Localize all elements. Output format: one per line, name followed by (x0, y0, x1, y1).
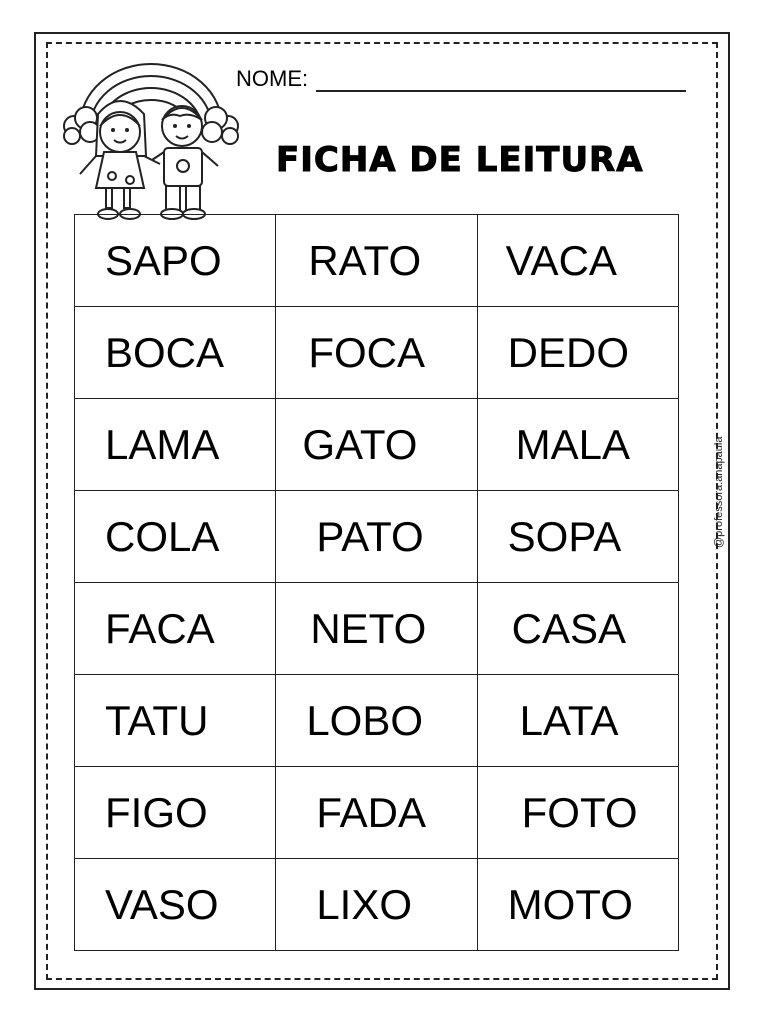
name-blank-line[interactable] (316, 70, 686, 92)
word: GATO (302, 420, 418, 468)
word: TATU (105, 696, 209, 744)
word: MOTO (507, 880, 633, 928)
kids-rainbow-illustration (60, 56, 242, 228)
word-cell (477, 583, 678, 675)
word-cell (75, 859, 276, 951)
word: FOCA (308, 328, 425, 376)
word: FOTO (521, 788, 638, 836)
word: MALA (515, 420, 631, 468)
word: SAPO (105, 236, 222, 284)
word: DEDO (507, 328, 630, 376)
word: VACA (505, 236, 617, 284)
name-label: NOME: (236, 66, 309, 91)
word-cell (477, 399, 678, 491)
word: FADA (316, 788, 427, 836)
word-cell (75, 215, 276, 307)
word-row (75, 675, 679, 767)
word-cell (276, 399, 477, 491)
word-cell (477, 491, 678, 583)
word: LOBO (306, 696, 424, 744)
word: BOCA (105, 328, 225, 376)
word-grid (74, 214, 679, 951)
word-row (75, 767, 679, 859)
word-row (75, 583, 679, 675)
word: LATA (519, 696, 619, 744)
author-watermark: @professora.anapaula (713, 436, 725, 548)
word: VASO (105, 880, 219, 928)
word: CASA (511, 604, 627, 652)
word: SOPA (507, 512, 622, 560)
word: FIGO (105, 788, 208, 836)
word: COLA (105, 512, 220, 560)
word-row (75, 307, 679, 399)
word-row (75, 491, 679, 583)
word: PATO (316, 512, 424, 560)
word-cell (276, 215, 477, 307)
name-field (236, 66, 686, 92)
word-cell (477, 767, 678, 859)
word-cell (276, 767, 477, 859)
word-cell (75, 583, 276, 675)
page-title: FICHA DE LEITURA (276, 140, 644, 180)
word-row (75, 859, 679, 951)
word: LAMA (105, 420, 220, 468)
word-cell (477, 215, 678, 307)
word-cell (75, 767, 276, 859)
word: RATO (308, 236, 422, 284)
word: FACA (105, 604, 215, 652)
word-cell (276, 675, 477, 767)
word-cell (477, 675, 678, 767)
word: LIXO (316, 880, 413, 928)
word-cell (276, 491, 477, 583)
word-cell (276, 583, 477, 675)
word-row (75, 399, 679, 491)
word-row (75, 215, 679, 307)
word-cell (75, 399, 276, 491)
word-cell (276, 859, 477, 951)
word-cell (477, 859, 678, 951)
word: NETO (310, 604, 427, 652)
word-cell (75, 491, 276, 583)
word-cell (75, 307, 276, 399)
word-cell (477, 307, 678, 399)
word-cell (75, 675, 276, 767)
word-cell (276, 307, 477, 399)
